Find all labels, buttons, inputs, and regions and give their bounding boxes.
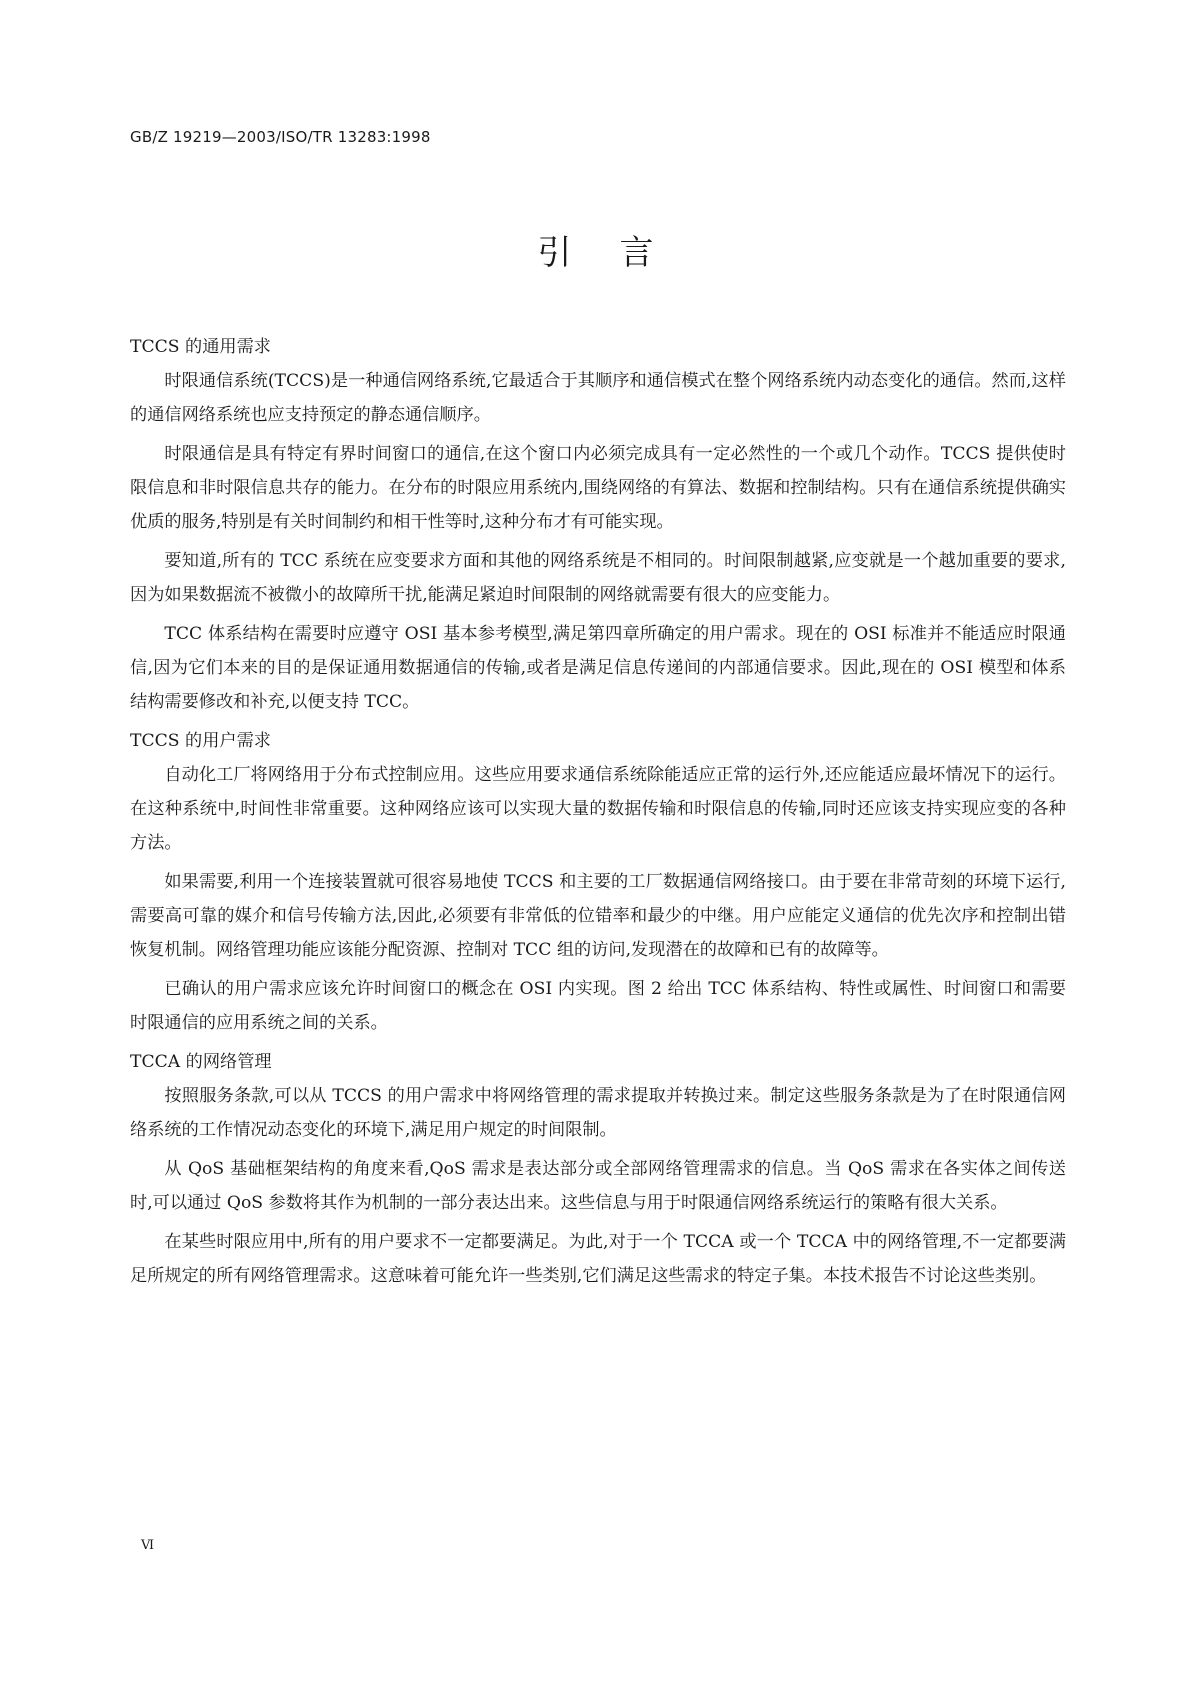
paragraph: 如果需要,利用一个连接装置就可很容易地使 TCCS 和主要的工厂数据通信网络接口。由于要在非常苛刻的环境下运行,需要高可靠的媒介和信号传输方法,因此,必须要有非常低的位错率和最少的中继。用户应能定义通信的优先次序和控制出错恢复机制。网络管理功能应该能分配资源、控制对 TCC 组的访问,发现潜在的故障和已有的故障等。 (130, 872, 1066, 960)
document-header (130, 128, 431, 146)
section-heading: TCCS 的用户需求 (130, 731, 271, 751)
section-heading: TCCS 的通用需求 (130, 337, 271, 357)
standard-id: GB/Z 19219—2003/ISO/TR 13283:1998 (130, 128, 431, 146)
section-network-management (130, 1045, 1066, 1293)
section-user-requirements (130, 724, 1066, 1040)
paragraph: 要知道,所有的 TCC 系统在应变要求方面和其他的网络系统是不相同的。时间限制越紧,应变就是一个越加重要的要求,因为如果数据流不被微小的故障所干扰,能满足紧迫时间限制的网络就需要有很大的应变能力。 (130, 551, 1066, 605)
section-heading: TCCA 的网络管理 (130, 1052, 272, 1072)
paragraph: 已确认的用户需求应该允许时间窗口的概念在 OSI 内实现。图 2 给出 TCC 体系结构、特性或属性、时间窗口和需要时限通信的应用系统之间的关系。 (130, 979, 1066, 1033)
section-general-requirements (130, 330, 1066, 719)
paragraph: 自动化工厂将网络用于分布式控制应用。这些应用要求通信系统除能适应正常的运行外,还应能适应最坏情况下的运行。在这种系统中,时间性非常重要。这种网络应该可以实现大量的数据传输和时限信息的传输,同时还应该支持实现应变的各种方法。 (130, 765, 1066, 853)
paragraph: TCC 体系结构在需要时应遵守 OSI 基本参考模型,满足第四章所确定的用户需求。现在的 OSI 标准并不能适应时限通信,因为它们本来的目的是保证通用数据通信的传输,或者是满足信息传递间的内部通信要求。因此,现在的 OSI 模型和体系结构需要修改和补充,以便支持 TCC。 (130, 624, 1066, 712)
paragraph: 时限通信是具有特定有界时间窗口的通信,在这个窗口内必须完成具有一定必然性的一个或几个动作。TCCS 提供使时限信息和非时限信息共存的能力。在分布的时限应用系统内,围绕网络的有算法、数据和控制结构。只有在通信系统提供确实优质的服务,特别是有关时间制约和相干性等时,这种分布才有可能实现。 (130, 444, 1066, 532)
document-body (130, 330, 1066, 1298)
paragraph: 按照服务条款,可以从 TCCS 的用户需求中将网络管理的需求提取并转换过来。制定这些服务条款是为了在时限通信网络系统的工作情况动态变化的环境下,满足用户规定的时间限制。 (130, 1086, 1066, 1140)
page-number: Ⅵ (141, 1538, 155, 1553)
paragraph: 从 QoS 基础框架结构的角度来看,QoS 需求是表达部分或全部网络管理需求的信息。当 QoS 需求在各实体之间传送时,可以通过 QoS 参数将其作为机制的一部分表达出来。这些信息与用于时限通信网络系统运行的策略有很大关系。 (130, 1159, 1066, 1213)
paragraph: 时限通信系统(TCCS)是一种通信网络系统,它最适合于其顺序和通信模式在整个网络系统内动态变化的通信。然而,这样的通信网络系统也应支持预定的静态通信顺序。 (130, 371, 1066, 425)
page-title: 引言 (537, 233, 702, 273)
paragraph: 在某些时限应用中,所有的用户要求不一定都要满足。为此,对于一个 TCCA 或一个 TCCA 中的网络管理,不一定都要满足所规定的所有网络管理需求。这意味着可能允许一些类别,它们满足这些需求的特定子集。本技术报告不讨论这些类别。 (130, 1232, 1066, 1286)
